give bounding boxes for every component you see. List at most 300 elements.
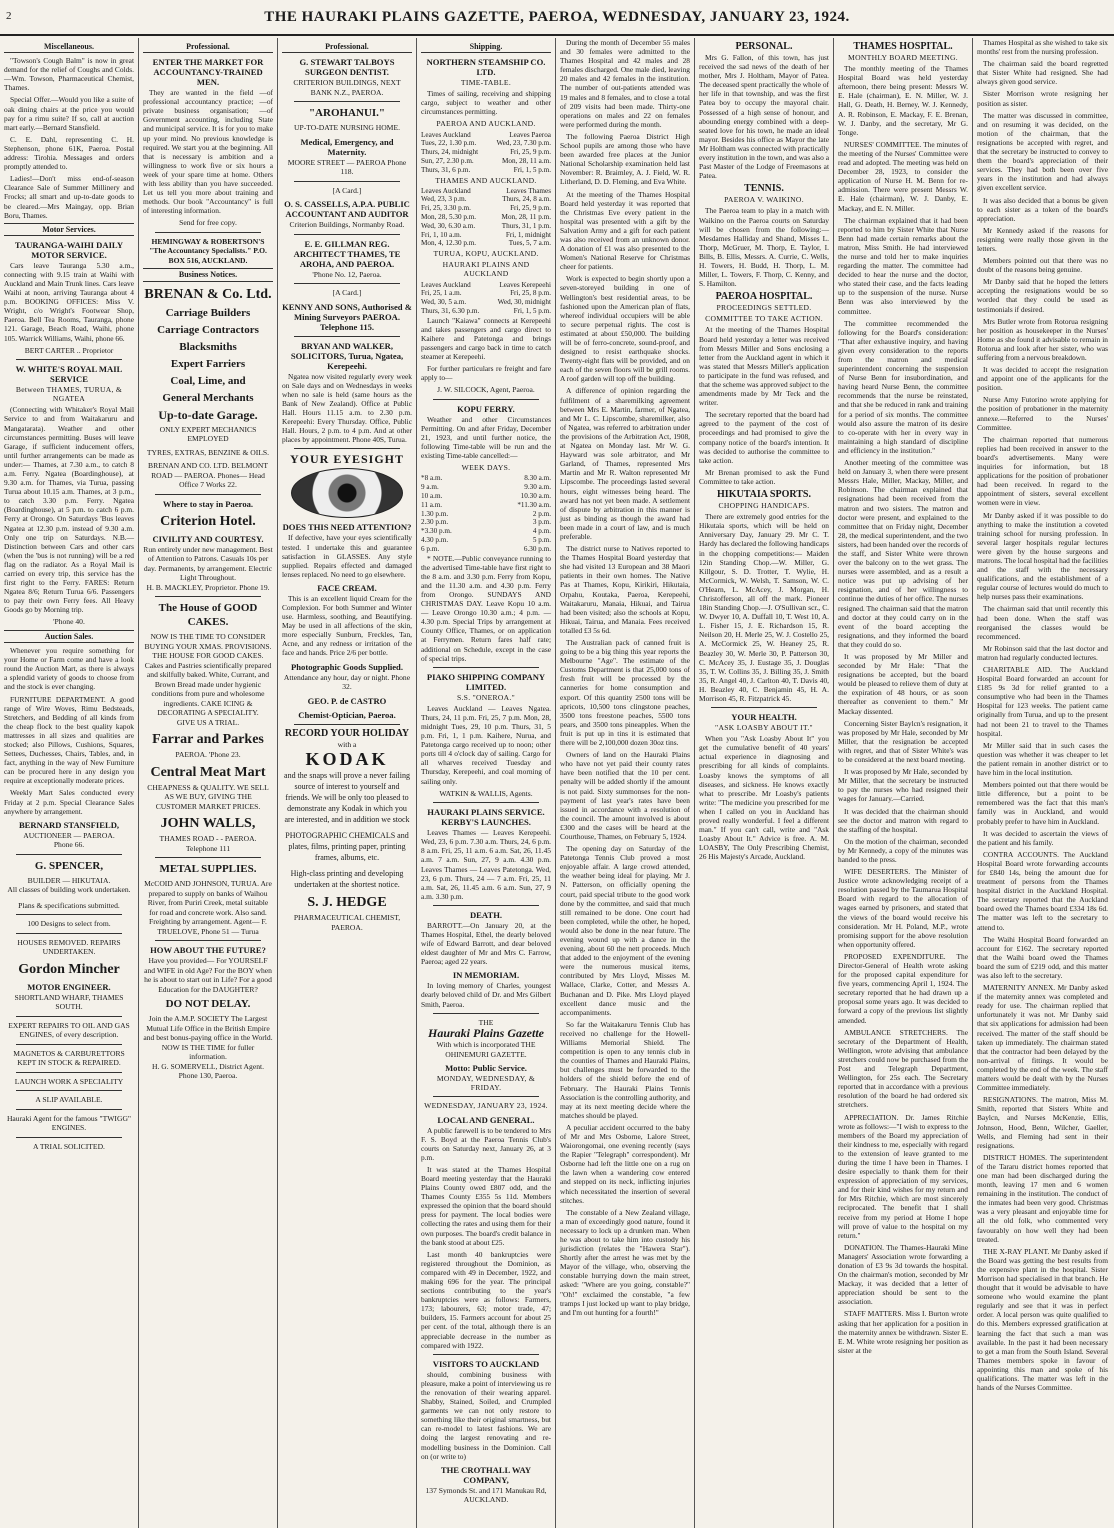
column-3 <box>278 38 417 1528</box>
criterion-text: Run entirely under new management. Best of Attention to Patrons. Casuals 10s per day. Permanents, by arrangement. Electric Light Throughout. <box>143 544 273 582</box>
news-item: MATERNITY ANNEX. Mr Danby asked if the maternity annex was completed and ready for use. The chairman replied that unfortunately it was not. Mr Danby said that six applications for admission had been received. The matter of the staff should be taken up immediately. The chairman stated that the contractor had been delayed by the non-arrival of fittings. It would be completed by the end of the week. The staff matters would be dealt with by the Nurses Committee immediately. <box>977 983 1108 1093</box>
news-item: The chairman said that until recently this had been done. When the staff was reorganised the classes would be recommenced. <box>977 604 1108 641</box>
table-cell: Wed, 23, 7.30 p.m. <box>496 139 551 148</box>
castro-sub: Chemist-Optician, Paeroa. <box>298 709 396 720</box>
table-row <box>421 536 551 545</box>
farrar-name: Farrar and Parkes <box>152 732 264 747</box>
royal-text: (Connecting with Whitaker's Royal Mail Service to and from Waitakaruru and Mangatarata). Weather and other circumstances permitting. Buses will leave Garage, if sufficient inducement offers, until further arrangements can be made as under:— Thames, at 7.30 a.m., to catch 8 a.m. Ferry. Ngatea (Boardinghouse), at 9.30 a.m. for Thames, via Turua, passing Turua about 10.15 a.m. Thames, at 3 p.m., to catch 3.30 p.m. Ferry. Ngatea (Boardinghouse), at 5 p.m. to catch 6 p.m. Ferry at Orongo. On Saturdays 'Bus leaves Ngatea at 12.30 p.m. instead of 9.30 a.m. Only one trip on Saturdays. N.B.—Distinction between Cars and other cars (when the 'bus is not running) will be a red flag on the radiator. As a Royal Mail is carried on every trip, this service has the first right to the Ferry. FARES: Return Ngatea 8/6; Return Turua 6/6. Passengers to pay their own Ferry fees. All Heavy Goods go by Morning trip. <box>4 405 134 615</box>
personal-head: PERSONAL. <box>735 41 793 52</box>
card-label: [A Card.] <box>332 288 362 298</box>
table-row <box>421 222 551 231</box>
brenan-line: General Merchants <box>162 391 254 404</box>
divider <box>433 667 539 668</box>
market-send: Send for free copy. <box>179 218 237 228</box>
table-cell: 10.30 a.m. <box>520 492 551 500</box>
garage-sub: TYRES, EXTRAS, BENZINE & OILS. <box>146 447 270 457</box>
timetable-paeroa <box>421 131 551 175</box>
thames-item: Concerning Sister Baylcn's resignation, it was proposed by Mr Hale, seconded by Mr Miller, that the resignation be accepted with regret, and that of Sister White's was to be considered at the next board meeting. <box>838 718 968 765</box>
holiday-head: RECORD YOUR HOLIDAY <box>284 727 410 739</box>
table-cell: Fri, 25, 9 p.m. <box>510 204 551 213</box>
amp-now: NOW IS THE TIME for fuller information. <box>161 1042 255 1061</box>
spencer-name: G. SPENCER, <box>34 859 104 872</box>
ferry-note: * NOTE.—Public conveyance running to the advertised Time-table have first right to the 8 a.m. and 3.30 p.m. Ferry from Kopu, and the 11.30 a.m. and 4.30 p.m. Ferry from Orongo. SUNDAYS AND CHRISTMAS DAY. Leave Kopu 10 a.m. — Leave Orongo 10.30 a.m.; 4 p.m. — 4.30 p.m. Special Trips by arrangement at County Office, Thames, or on application at Ferrymen. Return fares half rate; additional on Schedule, except in the case of special trips. <box>421 553 551 663</box>
table-cell: 10 a.m. <box>421 492 443 500</box>
hospital-item: The secretary reported that the board had agreed to the payment of the cost of proceedings and had promised to give the company notice of the board's intention. It was decided to authorise the committee to take action. <box>699 410 829 465</box>
bryan-head: BRYAN AND WALKER, SOLICITORS, Turua, Ngatea, Kerepeehi. <box>290 340 404 371</box>
table-cell: Wed, 30, midnight <box>497 298 551 307</box>
castro-name: GEO. P. de CASTRO <box>307 695 387 706</box>
metal-text: McCOID AND JOHNSON, TURUA. Are prepared to supply on banks of Waihou River, from Puriri Creek, metal suitable for road and concrete work. Also sand. Freighting by arrangement. Agent— F. TRUELOVE, Phone 51 — Turua <box>144 879 272 936</box>
timetable-head: TIME-TABLE. <box>460 78 512 88</box>
table-row <box>421 501 551 510</box>
divider <box>155 940 261 941</box>
meat-head: Central Meat Mart <box>150 764 266 780</box>
meat-text: CHEAPNESS & QUALITY. WE SELL AS WE BUY, GIVING THE CUSTOMER MARKET PRICES. <box>147 782 269 811</box>
table-row <box>421 307 551 316</box>
news-item: The matter was discussed in committee, and on resuming it was decided, on the motion of the chairman, that the resignations be accepted with regret, and that the secretary be instructed to convey to them the board's appreciation of their services. They had both been over five years in the institution and had always given excellent service. <box>977 110 1108 193</box>
table-cell: 2 p.m. <box>532 509 551 518</box>
table-cell: 1.30 p.m. <box>421 509 449 518</box>
table-row <box>421 289 551 298</box>
brenan-addr: BRENAN AND CO. LTD. BELMONT ROAD — PAEROA. Phones— Head Office 7 Works 22. <box>148 461 268 489</box>
table-row <box>421 187 551 196</box>
hospital-sub: PROCEEDINGS SETTLED. <box>716 303 812 313</box>
news-item: It was decided to ascertain the views of the patient and his family. <box>977 828 1108 847</box>
walls-sub: THAMES ROAD - - PAEROA. Telephone 111 <box>159 834 257 853</box>
table-cell: 4 p.m. <box>532 527 551 536</box>
table-cell: 6 p.m. <box>421 544 440 553</box>
news-item: CONTRA ACCOUNTS. The Auckland Hospital Board wrote forwarding accounts for £840 14s, being the amount due for treatment of persons from the Thames hospital district in the Auckland Hospital. The secretary reported that the Auckland board owed the Thames board £334 18s 6d. The matter was left to the secretary to attend to. <box>977 849 1108 932</box>
hedge-name: S. J. HEDGE <box>307 895 387 911</box>
timetable-text: Times of sailing, receiving and shipping cargo, subject to weather and other circumstances permitting. <box>421 89 551 117</box>
criterion-prop: H. B. MACKLEY, Proprietor. Phone 19. <box>146 582 270 592</box>
kopu-text: Weather and other Circumstances Permitting. On and after Friday, December 21, 1923, and until further notice, the following Time-table will be run and the existing Time-table cancelled:— <box>421 414 551 461</box>
route-head: THAMES AND AUCKLAND. <box>435 175 537 185</box>
divider <box>433 802 539 803</box>
table-cell: Mon, 28, 11 a.m. <box>501 156 551 165</box>
visitors-text: should, combining business with pleasure, make a point of interviewing us re the renovation of their wearing apparel. Shabby, Stained, Soiled, and Crumpled garments we can not only restore to something like their original smartness, but can re-model to latest fashions. We are doing the largest renovating and re-modelling business in the Dominion. Call on (or write to) <box>421 1369 551 1461</box>
local-item: A public farewell is to be tendered to Mrs F. S. Boyd at the Paeroa Tennis Club's courts on Saturday next, January 26, at 3 p.m. <box>421 1125 551 1162</box>
royal-head: W. WHITE'S ROYAL MAIL SERVICE <box>15 364 123 385</box>
death-text: BARROTT.—On January 20, at the Thames Hospital, Ethel, the dearly beloved wife of Edward Barrott, and dear beloved eldest daughter of Mr and Mrs C. Farrow, Paeroa; aged 22 years. <box>421 920 551 967</box>
divider <box>433 1013 539 1014</box>
hospital-sub2: COMMITTEE TO TAKE ACTION. <box>705 314 823 324</box>
thames-item: NURSES' COMMITTEE. The minutes of the meeting of the Nurses' Committee were read and adopted. The meeting was held on December 28, 1923, to consider the application of Nurse H. M. Benn for re-admission. There were present Messrs W. E. Hale (chairman), W. J. Danby, E. Mackay, and E. N. Miller. <box>838 139 968 213</box>
bryan-text: Ngatea now visited regularly every week on Sale days and on Wednesdays in weeks when no sale is held (same hours as the Bank of New Zealand). Office at Public Hall. Hours 11.15 a.m. to 2.30 p.m. Kerepeehi: Every Thursday. Office, Public Hall. Hours, 2 p.m. to 4 p.m. And at other places by appointment. Phone 40S, Turua. <box>282 371 412 445</box>
furniture-text: FURNITURE DEPARTMENT. A good range of Wire Woves, Rimu Bedsteads, Stretchers, and Bedding of all kinds from the cheap flock to the best quality kapok mattresses in all sizes and qualities are stocked; also Pillows, Cushions, Squares, Settees, Duchesses, Chairs, Tables, and, in fact, anything in the way of New Furniture can be procured here in any design you require at exceptionally moderate prices. <box>4 694 134 786</box>
local-item: Last month 40 bankruptcies were registered throughout the Dominion, as compared with 49 in December, 1922, and making 696 for the year. The principal sections contributing to the year's bankruptcies were as follows: Farmers, 173; labourers, 63; motor trade, 47; builders, 15. Farmers account for about 25 per cent. of the total, although there is an appreciable decrease in the number as compared with 1922. <box>421 1249 551 1350</box>
hospital-item: At the meeting of the Thames Hospital Board held yesterday a letter was received from Messrs Miller and Sons enclosing a letter from the Auckland agent in which it was stated that Messrs Miller's application to participate in the fund was refused, and that the scheme was approved subject to the amendments made by Mr Teck and the writer. <box>699 325 829 408</box>
kerby-text: Leaves Thames — Leaves Kerepeehi. Wed, 23, 6 p.m. 7.30 a.m. Thurs, 24, 6 p.m. 8 a.m. Fri, 25, 11 a.m. 6 a.m. Sat, 26, 11.45 a.m. 7 a.m. Sun, 27, 9 a.m. 4.30 p.m. Leaves Thames — Leaves Patetonga. Wed, 23, 6 p.m. Thurs, 24 — 7 a.m. Fri, 25, 11 a.m. Sat, 26, 11.45 a.m. 6 a.m. Sun, 27, 9 a.m. 3.30 p.m. <box>421 828 551 901</box>
page-number: 2 <box>6 10 12 22</box>
cakes-head: The House of GOOD CAKES. <box>158 602 258 628</box>
thames-item: It was decided that the chairman should see the doctor and matron with regard to the staffing of the hospital. <box>838 806 968 834</box>
amp-agent: H. G. SOMERVELL, District Agent. Phone 130, Paeroa. <box>151 1061 265 1080</box>
route4-text: Launch "Kaiawa" connects at Kerepeehi and takes passengers and cargo direct to Kaihere and Patetonga and brings passengers and cargo back in time to catch steamer at Kerepeehi. <box>421 315 551 362</box>
table-row <box>421 510 551 519</box>
chemicals-text: PHOTOGRAPHIC CHEMICALS and plates, films, printing paper, printing frames, albums, etc. <box>285 831 409 863</box>
divider <box>711 707 817 708</box>
table-row <box>421 195 551 204</box>
cassells-text: Criterion Buildings, Normanby Road. <box>289 220 405 230</box>
news-item: The chairman reported that numerous replies had been received in answer to the board's advertisements. Many were inquiries for information, but 18 applications for the position of probationer had been received. In regard to the appointment of sisters, several excellent women were in view. <box>977 434 1108 508</box>
table-cell: 11 a.m. <box>421 500 443 509</box>
news-item: It was also decided that a bonus be given to each sister as a token of the board's appreciation. <box>977 195 1108 223</box>
column-8 <box>973 38 1112 1528</box>
column-6 <box>695 38 834 1528</box>
trial-solicited: A TRIAL SOLICITED. <box>33 1141 105 1151</box>
table-cell: 8.30 a.m. <box>524 474 551 483</box>
masthead-title: THE HAURAKI PLAINS GAZETTE, PAEROA, WEDNESDAY, JANUARY 23, 1924. <box>264 8 850 25</box>
table-cell: 2.30 p.m. <box>421 518 449 527</box>
table-cell: *11.30 a.m. <box>517 500 551 509</box>
table-cell: Wed, 30, 6.30 a.m. <box>421 221 476 230</box>
mincher-name: Gordon Mincher <box>18 961 120 977</box>
thames-item: It was proposed by Mr Hale, seconded by Mr Miller, that the secretary be instructed to pay the nurses who had resigned their wages for January.—Carried. <box>838 767 968 804</box>
thames-item: APPRECIATION. Dr. James Ritchie wrote as follows:—"I wish to express to the members of the Board my appreciation of their kindness to me, especially with regard to the extension of leave granted to me during the time I have been in Thames. I desire especially to thank them for their expression of appreciation of my services, and for their kind wishes for my return and for Mrs Ritchie, which are most sincerely reciprocated. The benefit that I shall receive from my period at Home I hope will prove of value to the hospital on my return." <box>838 1112 968 1240</box>
news-item: Nurse Amy Futorino wrote applying for the position of probationer in the maternity annexe.—Referred to the Nurses' Committee. <box>977 395 1108 432</box>
gazette-published: MONDAY, WEDNESDAY, & FRIDAY. <box>436 1074 536 1093</box>
divider <box>16 359 122 360</box>
visitors-head: VISITORS TO AUCKLAND <box>432 1358 540 1369</box>
table-cell: Tues, 22, 1.30 p.m. <box>421 139 477 148</box>
magnetos: MAGNETOS & CARBURETTORS KEPT IN STOCK & REPAIRED. <box>13 1048 125 1068</box>
table-cell: Leaves Paeroa <box>509 130 551 139</box>
thames-head: THAMES HOSPITAL. <box>853 41 953 52</box>
table-row <box>421 298 551 307</box>
masthead <box>0 0 1114 36</box>
further-text: For further particulars re freight and fare apply to— <box>421 364 551 383</box>
table-cell: 3 p.m. <box>532 518 551 527</box>
memoriam-head: IN MEMORIAM. <box>452 970 520 981</box>
column-7 <box>834 38 973 1528</box>
news-item: During the month of December 55 males and 30 females were admitted to the Thames Hospital and 42 males and 28 females discharged. One male died, leaving 20 males and 42 females in the institution. The number of out-patients attended was 19 males and 8 females, and to close a total of 209 visits had been made. Thirty-one operations on males and 22 on females were performed during the month. <box>560 38 690 129</box>
photo-text: Attendance any hour, day or night. Phone 32. <box>283 672 411 692</box>
royal-sub: Between THAMES, TURUA, & NGATEA <box>15 385 123 404</box>
table-cell: Leaves Thames <box>506 186 551 195</box>
thames-item: The monthly meeting of the Thames Hospital Board was held yesterday afternoon, there being present: Messrs W. E. Hale (chairman), E. N. Miller, W. J. Hall, G. Death, H. Berney, W. J. Kennedy, A. R. Robinson, E. Mackay, F. E. Brenan, W. J. Danby, and the secretary, Mr G. Tonge. <box>838 64 968 137</box>
mincher-sub: MOTOR ENGINEER. <box>27 981 111 992</box>
hemingway: HEMINGWAY & ROBERTSON'S "The Accountancy Specialists." P.O. BOX 516, AUCKLAND. <box>149 236 267 265</box>
table-cell: Leaves Auckland <box>421 280 471 289</box>
news-item: THE X-RAY PLANT. Mr Danby asked if the Board was getting the best results from the expensive plant in the hospital. Sister Morrison had specialised in that branch. He thought that it would be advisable to have someone who would examine the plant regularly and see that it was in perfect order. A local person was quite qualified to do this. Members expressed gratification at learning the fact that such a man was available. In the past it had been necessary to get a man from the South Island. Several Thames members spoke in favour of appointing this man and spoke of his qualifications. The matter was left in the hands of the Nurses Committee. <box>977 1246 1108 1393</box>
divider <box>16 854 122 855</box>
gazette-incorporated: With which is incorporated THE OHINEMURI GAZETTE. <box>436 1040 536 1059</box>
notice: "Towson's Cough Balm" is now in great demand for the relief of Coughs and Colds.—Wm. Towson, Pharmaceutical Chemist, Thames. <box>4 56 134 93</box>
divider <box>294 448 400 449</box>
spencer-sub: BUILDER — HIKUTAIA. <box>27 875 111 885</box>
sons-head: KENNY AND SONS, Authorised & Mining Surveyors PAEROA. Telephone 115. <box>282 301 412 332</box>
thames-item: Another meeting of the committee was held on January 3, when there were present Messrs Hale, Miller, Mackay, Miller, and Robinson. The chairman explained that resignations had been received from the matron and two sisters. The matron and doctor were present, and explained to the committee that on Friday night, December 28, the medical superintendent, and the two sisters, had been handed over the records of the staff, and Sister White were thrown over the balcony on to the wet grass. The nurses were assembled, and as a result a notice was put up advising of her resignation, and of her willingness to continue the duties of her office. The nurses resigned. The chairman said that the matron and doctor at they could carry on in the event of the board accepting the resignations, and they informed the board that they could do so. <box>838 458 968 649</box>
gillman-head: E. E. GILLMAN REG. ARCHITECT THAMES, TE AROHA, AND PAEROA. <box>293 238 401 269</box>
table-cell: Thurs, 31, 6 p.m. <box>421 165 471 174</box>
hikutaia-head: HIKUTAIA SPORTS. <box>717 489 811 501</box>
news-item: Members pointed out that there was no doubt of the reasons being genuine. <box>977 256 1108 275</box>
weekdays-head: WEEK DAYS. <box>461 463 511 473</box>
farrar-sub: PAEROA. 'Phone 23. <box>175 750 241 759</box>
table-row <box>421 231 551 240</box>
garage-text: ONLY EXPERT MECHANICS EMPLOYED <box>159 424 257 443</box>
divider <box>16 1072 122 1073</box>
news-item: DISTRICT HOMES. The superintendent of the Tararu district homes reported that one man had been discharged during the month, leaving 17 men and 6 women remaining in the institution. The conduct of the inmates had been very good. Christmas was a very pleasant and enjoyable time for all the old folk, who commented very favourably on how well they had been treated. <box>977 1152 1108 1244</box>
table-row <box>421 131 551 140</box>
table-cell: *3.30 p.m. <box>421 527 452 536</box>
oneroa-head: S.S. "ONEROA." <box>456 692 516 702</box>
news-item: So far the Waitakaruru Tennis Club has received no challenge for the Howell-Williams Memorial Shield. The competition is open to any tennis club in the counties of Thames and Hauraki Plains, but challenges must be forwarded to the holders of the shield before the end of February. The Hauraki Plains Tennis Association is the controlling authority, and may at its next meeting decide where the matches should be played. <box>560 1019 690 1120</box>
criterion-sub: CIVILITY AND COURTESY. <box>152 533 264 544</box>
spencer-text: All classes of building work undertaken. <box>7 885 131 895</box>
route-head: HAURAKI PLAINS AND AUCKLAND <box>442 260 530 279</box>
motor-head: TAURANGA-WAIHI DAILY MOTOR SERVICE. <box>14 239 124 260</box>
table-cell: Thurs, 24, 8 a.m. <box>502 195 551 204</box>
news-item: Thames Hospital as she wished to take six months' rest from the nursing profession. <box>977 38 1109 57</box>
divider <box>433 1354 539 1355</box>
news-item: Mr Robinson said that the last doctor and matron had regularly conducted lectures. <box>977 643 1108 662</box>
eye-illustration <box>291 468 403 518</box>
divider <box>16 1016 122 1017</box>
printing-text: High-class printing and developing undertaken at the shortest notice. <box>290 869 404 890</box>
thames-item: WIFE DESERTERS. The Minister of Justice wrote acknowledging receipt of a resolution passed by the Taumarua Hospital Board with regard to the allocation of wages earned by prisoners, and stated that the views of the board would receive his consideration. Mr H. Poland, M.P., wrote promising support for the above resolution when opportunity offered. <box>838 867 968 949</box>
table-cell: Mon, 28, 11 p.m. <box>501 213 551 222</box>
news-item: The following Paeroa District High School pupils are among those who have been awarded free places at the Junior National Scholarship examination held last November: R. Braimley, A. J. Field, W. R. Litherland, D. D. Fleming, and Eva White. <box>560 131 690 187</box>
news-item: The district nurse to Natives reported to the Thames Hospital Board yesterday that she had visited 13 European and 38 Maori patients in their own homes. The Native Pas at Thames, Kopu, Kirikiri, Hikutaia, Orpahu, Koutaka, Paeroa, Kerepeehi, Waitakaruru, Manaia, Hikuai, and Tairua had been visited; also the schools at Kopu, Hikuai, Tairua, and Manaia. Fees received totalled £3 5s 6d. <box>560 544 690 635</box>
table-row <box>421 139 551 148</box>
silcock-agent: J. W. SILCOCK, Agent, Paeroa. <box>437 385 535 395</box>
cassells-head: O. S. CASSELLS, A.P.A. PUBLIC ACCOUNTANT AND AUDITOR <box>284 199 410 220</box>
table-cell: Mon, 4, 12.30 p.m. <box>421 239 477 248</box>
motor-prop: BERT CARTER .. Proprietor <box>24 345 114 355</box>
death-head: DEATH. <box>469 909 503 920</box>
hospital-item: Mr Brenan promised to ask the Fund Committee to take action. <box>699 467 829 486</box>
thames-item: The chairman explained that it had been reported to him by Sister White that Nurse Benn had made certain remarks about the matron, Miss Smith. He had interviewed the nurse and told her to make inquiries regarding the matter. The committee had decided to hear the nurse and the doctor, who stated their case, and the facts leading up to the suspension of the nurse. Nurse Benn was also interviewed by the committee. <box>838 215 968 316</box>
arohanui-head: "AROHANUI." <box>308 107 386 120</box>
eyesight-head: YOUR EYESIGHT <box>289 452 405 467</box>
future-text: Have you provided— For YOURSELF and WIFE in old Age? For the BOY when he is about to start out in Life? For a good Education for the DAUGHTER? <box>144 956 272 994</box>
divider <box>155 494 261 495</box>
brenan-line: Coal, Lime, and <box>170 374 246 387</box>
gillman-phone: 'Phone No. 12, Paeroa. <box>312 269 382 279</box>
thames-item: STAFF MATTERS. Miss I. Burton wrote asking that her application for a position in the maternity annex be withdrawn. Sister E. E. M. White wrote resigning her position as sister at the <box>838 1309 968 1355</box>
divider <box>294 101 400 102</box>
brenan-name: BRENAN & Co. Ltd. <box>144 286 272 302</box>
table-cell: Fri, 1, 10 a.m. <box>421 230 462 239</box>
auctioneer-name: BERNARD STANSFIELD, <box>18 819 120 830</box>
column-4 <box>417 38 556 1528</box>
table-cell: Sun, 27, 2.30 p.m. <box>421 156 474 165</box>
kopu-head: KOPU FERRY. <box>457 403 515 414</box>
table-cell: Fri, 1, 5 p.m. <box>513 306 551 315</box>
divider <box>16 914 122 915</box>
section-motor-services: Motor Services. <box>4 223 134 236</box>
divider <box>433 905 539 906</box>
route-head: PAEROA AND AUCKLAND. <box>436 119 536 129</box>
crothall-name: THE CROTHALL WAY COMPANY, <box>440 1464 532 1485</box>
criterion-name: Criterion Hotel. <box>160 513 256 529</box>
thames-item: AMBULANCE STRETCHERS. The secretary of the Department of Health, Wellington, wrote advising that ambulance stretchers could now be purchased from the Post and Telegraph Department, Wellington, for 25s each. The Secretary reported that in accordance with a previous resolution of the board he had ordered six stretchers. <box>838 1027 968 1110</box>
cream-head: FACE CREAM. <box>317 582 377 593</box>
news-item: Mr Kennedy asked if the reasons for resigning were really those given in the letters. <box>977 225 1108 253</box>
table-cell: 9.30 a.m. <box>524 483 551 492</box>
divider <box>16 1109 122 1110</box>
section-shipping: Shipping. <box>421 41 551 53</box>
table-cell: Tues, 5, 7 a.m. <box>508 239 551 248</box>
table-row <box>421 157 551 166</box>
health-text: When you "Ask Loasby About It" you get the cumulative benefit of 40 years' actual experience in diagnosing and prescribing for all kinds of complaints. Loasby knows the symptoms of all diseases, and sickness. He knows exactly what to prescribe. Mr Loasby's patients write: "The medicine you prescribed for me when I called on you in Auckland has proved really wonderful. I feel a different man." If you can't call, write and "Ask Loasby About It." Advice is free. A. M. LOASBY, The Only Prescribing Chemist, 26 His Majesty's Arcade, Auckland. <box>699 734 829 862</box>
newspaper-columns <box>0 38 1114 1528</box>
table-cell: *8 a.m. <box>421 474 443 483</box>
ferry-timetable <box>421 474 551 553</box>
news-item: At the meeting of the Thames Hospital Board held yesterday it was reported that the Christmas Eve every patient in the hospital was presented with a gift by the Salvation Army and a gift for each patient was also received from an unknown donor. A donation of £1 was also presented to the Women's National Reserve for Christmas cheer for patients. <box>560 189 690 272</box>
table-cell: Fri, 1, 5 p.m. <box>513 165 551 174</box>
divider <box>16 1137 122 1138</box>
thames-item: The committee recommended the following for the Board's consideration: "That after exhaustive inquiry, and having given every consideration to the reports from the matron and medical superintendent concerning the suspension of Nurse Benn for insubordination, and having heard Nurse Benn, the committee recommends that the nurse be reinstated, and that she be reduced in rank and training for a period of six months. The committee would also assure the matron of its desire to co-operate with her in every way in maintaining a high standard of discipline and efficiency in the institution." <box>838 318 968 455</box>
houses: HOUSES REMOVED. REPAIRS UNDERTAKEN. <box>17 937 121 957</box>
route-head: TURUA, KOPU, AUCKLAND. <box>433 249 539 259</box>
news-item: The constable of a New Zealand village, a man of exceedingly good nature, found it necessary to lock up a drunken man. When he was about to take him into custody his jurisdiction (relates the "Hawera Star"). Shortly after the arrest he was met by the Mayor of the village, who, observing the constable hurrying down the main street, asked: "Where are you going, constable?" "Oh!" exclaimed the constable, "a few tramps I just locked up want to play bridge, and I'm out hunting for a fourth!" <box>560 1207 690 1317</box>
stay-head: Where to stay in Paeroa. <box>162 498 254 509</box>
table-row <box>421 483 551 492</box>
thames-item: DONATION. The Thames-Hauraki Mine Managers' Association wrote forwarding a donation of £3 9s 3d towards the hospital. On the chairman's motion, seconded by Mr Mackay, it was decided that a letter of appreciation should be sent to the association. <box>838 1242 968 1307</box>
table-cell: Fri, 25, 1 a.m. <box>421 289 462 298</box>
metal-head: METAL SUPPLIES. <box>159 863 257 875</box>
news-item: CHARITABLE AID. The Auckland Hospital Board forwarded an account for £185 9s 3d for relief granted to a consumptive who had been in the Thames Hospital for 123 weeks. The patient came originally from Turua, and up to the present had not been 21 to travel to the Thames hospital. <box>977 665 1108 738</box>
eyesight-sub: DOES THIS NEED ATTENTION? <box>282 522 412 533</box>
kerby-head: HAURAKI PLAINS SERVICE. KERBY'S LAUNCHES. <box>427 807 545 828</box>
table-row <box>421 474 551 483</box>
personal-text: Mrs G. Fallon, of this town, has just received the sad news of the death of her mother, Mrs J. Holtham, Mayor of Patea. The deceased spent practically the whole of her life in that township, and was the first Patea boy to occupy the mayoral chair. Possessed of a high sense of honour, and abounding energy combined with a deep-seated love for his town, he made an ideal mayor. Besides his office as Mayor the late Mr Holtham was connected with practically every institution in the town, and was also a Past Master of the Lodge of Freemasons at Patea. <box>699 53 829 181</box>
divider <box>155 857 261 858</box>
tennis-sub: PAEROA V. WAIKINO. <box>724 195 804 205</box>
column-5 <box>556 38 695 1528</box>
table-cell: Fri, 25, 8 p.m. <box>510 289 551 298</box>
talboys-text: CRITERION BUILDINGS, NEXT BANK N.Z., PAEROA. <box>293 78 401 97</box>
amp-text: Join the A.M.P. SOCIETY The Largest Mutual Life Office in the British Empire and best bonus-paying office in the World. <box>143 1014 273 1042</box>
timetable-thames <box>421 187 551 249</box>
table-cell: Mon, 28, 5.30 p.m. <box>421 213 477 222</box>
auction-text: Whenever you require something for your Home or Farm come and have a look round the Auction Mart, as there is always a splendid variety of goods to choose from and the stock is ever changing. <box>4 646 134 692</box>
twigg-agent: Hauraki Agent for the famous "TWIGG" ENGINES. <box>6 1113 132 1133</box>
table-cell: Leaves Kerepeehi <box>499 280 551 289</box>
kodak-logo: KODAK <box>305 749 389 770</box>
hedge-sub: PHARMACEUTICAL CHEMIST, PAEROA. <box>293 913 401 932</box>
table-row <box>421 204 551 213</box>
card-label: [A Card.] <box>332 185 362 195</box>
motor-text: Cars leave Tauranga 5.30 a.m., connecting with 9.15 train at Waihi with Auckland and Main Trunk lines. Cars leave Waihi at noon, arriving Tauranga about 4 p.m. BOOKING OFFICES: Miss V. Wright, c/o Wright's Footwear Shop, Paeroa. Bell Tea Rooms, Tauranga, phone 121. Garage, Beach Road, Waihi, phone 105. Warrick Williams, Waihi, phone 66. <box>4 260 134 343</box>
divider <box>16 1044 122 1045</box>
news-item: Sister Morrison wrote resigning her position as sister. <box>977 89 1108 108</box>
section-auction-sales: Auction Sales. <box>4 630 134 643</box>
health-sub: "ASK LOASBY ABOUT IT." <box>715 723 813 733</box>
northern-head: NORTHERN STEAMSHIP CO. LTD. <box>426 57 546 78</box>
section-miscellaneous: Miscellaneous. <box>4 41 134 53</box>
table-row <box>421 492 551 501</box>
eyesight-text: If defective, have your eyes scientifically tested. I undertake this and guarantee satisfaction in GLASSES. Any style supplied. Repairs effected and damaged lenses replaced. No need to go elsewhere. <box>282 533 412 579</box>
news-item: Mrs Butler wrote from Rotorua resigning her position as housekeeper in the Nurses' Home as she found it advisable to remain in Rotorua and look after her sister, who was suffering from a nervous breakdown. <box>977 316 1108 362</box>
divider <box>16 1090 122 1091</box>
notice: C. E. Dahl, representing C. H. Stephenson, phone 61K, Paeroa. Postal address: Tirohia. Messages and orders promptly attended to. <box>4 134 134 172</box>
table-row <box>421 527 551 536</box>
arohanui-addr: MOORE STREET — PAEROA Phone 118. <box>287 157 407 177</box>
cakes-trial: GIVE US A TRIAL. <box>176 717 240 727</box>
gazette-nameplate: Hauraki Plains Gazette <box>427 1026 544 1041</box>
future-head: HOW ABOUT THE FUTURE? <box>150 945 266 955</box>
divider <box>16 933 122 934</box>
brenan-line: Carriage Contractors <box>157 323 259 336</box>
table-cell: 5 p.m. <box>532 535 551 544</box>
delay-head: DO NOT DELAY. <box>165 998 251 1010</box>
hikutaia-text: There are extremely good entries for the Hikutaia sports, which will be held on Anniversary Day, January 29. Mr C. T. Hardy has declared the following handicaps in the chopping competitions:— Maiden 12in Standing Chop.—W. Miller, G. Killgour, S. D. Trotter, T. Wylie, H. McCormick, W. Welsh, T. Samson, W. C. O'Hearn, L. McAcey, J. Morgan, H. Christofferson, all off the mark. Pioneer 18in Standing Chop.—J. O'Sullivan scr., C. W. Dwyer 10, A. Duffall 10, T. West 10, A. L. Fisher 15, J. E. Richardson 15, R. Neilson 20, H. Merle 25, W. J. Costello 25, A. McCormick 25, W. Heaney 25, R. Beazley 30, W. Merle 30, P. Patterson 30, C. McAcey 35, J. Eustage 35, J. Douglas 35, T. W. Collins 35, J. Billing 35, J. Smith 35, R. Angel 40, J. Carlton 40, T. Davis 40, H. Beazley 40, C. Benjamin 45, H. A. Morrison 45, R. Fitzpatrick 45. <box>699 512 829 703</box>
crothall-addr: 137 Symonds St. and 171 Manukau Rd, AUCKLAND. <box>425 1485 547 1505</box>
news-item: Mr Danby asked if it was possible to do anything to make the institution a coveted training school for nursing profession. In several larger hospitals regular lectures were given by the house surgeons and matrons. The local hospital had the facilities and the staff with the necessary qualifications, and the establishment of a regular course of lectures would do much to help nurses pass their examinations. <box>977 510 1109 602</box>
news-item: The Australian pack of canned fruit is going to be a big thing this year reports the Melbourne "Age". The estimate of the Customs Department is that 25,000 tons of fresh fruit will be processed by the canneries for home consumption and export. Of this quantity 2500 tons will be apricots, 10,500 tons clingstone peaches, 3500 tons freestone peaches, 5500 tons pears, and 3500 tons pineapples. When the fruit is put up in tins it is estimated that there will be 2,100,000 dozen 30oz tins. <box>560 638 690 748</box>
divider <box>294 181 400 182</box>
market-head: ENTER THE MARKET FOR ACCOUNTANCY-TRAINED MEN. <box>152 57 264 88</box>
table-cell: 9 a.m. <box>421 483 439 492</box>
table-cell: Fri, 1, midnight <box>505 230 551 239</box>
hikutaia-sub: CHOPPING HANDICAPS. <box>718 501 810 511</box>
notice: Special Offer.—Would you like a suite of oak dining chairs at the price you would pay for a rimu suite? If so, call at auction mart early.—Bernard Stansfield. <box>4 95 134 132</box>
news-item: A peculiar accident occurred to the baby of Mr and Mrs Osborne, Lalore Street, Waiorongomai, one evening recently (says the Rapier "Telegraph" correspondent). Mr Osborne had left the little one on a rug on the lawn when a wandering cow entered and stepped on its neck, inflicting injuries which necessitated the insertion of several stitches. <box>560 1122 690 1205</box>
table-cell: Thurs, 31, 6.30 p.m. <box>421 306 480 315</box>
news-item: Mr Miller said that in such cases the question was whether it was cheaper to let the patient remain in another district or to have him in the local institution. <box>977 740 1108 778</box>
divider <box>294 283 400 284</box>
designs: 100 Designs to select from. <box>27 919 111 929</box>
local-head: LOCAL AND GENERAL. <box>437 1114 535 1125</box>
with-a: with a <box>337 739 357 749</box>
section-business-notices: Business Notices. <box>143 268 273 281</box>
photo-head: Photographic Goods Supplied. <box>291 661 403 672</box>
timetable-hauraki <box>421 281 551 316</box>
news-item: Work is expected to begin shortly upon a seven-storeyed building in one of Wellington's best residential areas, to be fashioned upon the American plan of flats, whereof individual occupiers will be able to secure perpetual rights. The cost is estimated at about £50,000. The building will be of ferro-concrete, sound-proof, and designed to resist earthquake shocks. Twenty-eight flats will be provided, and on each of the seven floors will be grill rooms. A roof garden will top off the building. <box>560 274 690 384</box>
news-item: It was decided to accept the resignation and appoint one of the applicants for the position. <box>977 365 1108 393</box>
table-row <box>421 545 551 554</box>
garage-head: Up-to-date Garage. <box>158 407 258 422</box>
auctioneer-phone: Phone 66. <box>53 840 85 850</box>
news-item: Owners of land on the Hauraki Plains who have not yet paid their county rates have been notified that the 10 per cent. penalty will be added shortly if the amount is not paid. Sixty summonses for the non-payment of last year's rates have been issued in accordance with a resolution of the council. The amount involved is about £300 and the cases will be heard at the Courthouse, Thames, on February 5, 1924. <box>560 750 690 841</box>
brenan-line: Blacksmiths <box>179 340 237 353</box>
local-item: It was stated at the Thames Hospital Board meeting yesterday that the Hauraki Plains County owed £807 odd, and the Thames County £355 5s 11d. Members expressed the opinion that the board should press for payment. The local bodies were collecting the rates and using them for their own purposes. The board's credit balance in the bank stood at about £25. <box>421 1164 551 1247</box>
thames-item: PROPOSED EXPENDITURE. The Director-General of Health wrote asking for the proposed capital expenditure for five years, commencing April 1, 1924. The secretary reported that he had drawn up a proposal some years ago. It was decided to forward a copy of the previous list slightly amended. <box>838 951 968 1025</box>
tennis-head: TENNIS. <box>744 183 784 195</box>
table-cell: Fri, 25, 9 p.m. <box>510 148 551 157</box>
piako-head: PIAKO SHIPPING COMPANY LIMITED. <box>426 671 546 692</box>
piako-text: Leaves Auckland — Leaves Ngatea. Thurs, 24, 11 p.m. Fri, 25, 7 p.m. Mon, 28, midnight Tues, 29, 10 p.m. Thurs, 31, 5 p.m. Fri, 1, 1 p.m. Kaihere, Nurua, and Patetonga cargo received up to noon; other ports till 4 o'clock day of sailing. Cargo for all wharves received Tuesday and Thursday, Kerepeehi, and coal morning of sailing only. <box>421 703 551 786</box>
hospital-head: PAEROA HOSPITAL. <box>715 291 813 303</box>
cakes-text: NOW IS THE TIME TO CONSIDER BUYING YOUR XMAS. PROVISIONS. THE HOUSE FOR GOOD CAKES. Cakes and Pastries scientifically prepared and skilfully baked. White, Currant, and Brown Bread made under hygienic conditions from pure and wholesome ingredients. CAKE ICING & DECORATING A SPECIALITY. <box>144 632 272 717</box>
table-cell: Wed, 23, 3 p.m. <box>421 195 467 204</box>
divider <box>294 234 400 235</box>
news-item: The Waihi Hospital Board forwarded an account for £162. The secretary reported that the Waihi board owed the Thames board the sum of £219 odd, and this matter was also left to the secretary. <box>977 934 1108 980</box>
table-cell: Leaves Auckland <box>421 130 471 139</box>
table-row <box>421 239 551 248</box>
health-head: YOUR HEALTH. <box>731 712 797 723</box>
brenan-line: Carriage Builders <box>165 306 251 319</box>
news-item: RESIGNATIONS. The matron, Miss M. Smith, reported that Sisters White and Baylcn, and Nurses McKenzie, Ellis, Johnson, Hood, Benn, Wilcher, Gaeller, Wells, and Fleming had sent in their resignations. <box>977 1095 1108 1150</box>
royal-phone: 'Phone 40. <box>53 617 85 627</box>
the-label: THE <box>478 1017 494 1027</box>
table-cell: Leaves Auckland <box>421 186 471 195</box>
table-row <box>421 518 551 527</box>
gazette-date: WEDNESDAY, JANUARY 23, 1924. <box>424 1101 548 1111</box>
talboys-head: G. STEWART TALBOYS SURGEON DENTIST. <box>299 57 395 78</box>
news-item: Mr Danby said that he hoped the letters accepting the resignations would be so worded that they could be used as testimonials if desired. <box>977 277 1108 314</box>
market-text: They are wanted in the field —of professional accountancy practice; —of private business organisation; —of Government accounting, including State and municipal service. It is for you to make up your mind. No previous knowledge is required. We start you at the beginning. All that is necessary is ambition and a willingness to work five or six hours a week of your spare time at home. Others with less ability than you have succeeded. Let us tell you more about training and methods. Our book "Accountancy" is full of interesting information. <box>143 88 273 216</box>
news-item: The chairman said the board regretted that Sister White had resigned. She had always given good service. <box>977 59 1108 87</box>
auctioneer-sub: AUCTIONEER — PAEROA. <box>23 830 115 840</box>
divider <box>294 336 400 337</box>
table-cell: 6.30 p.m. <box>523 544 551 553</box>
table-cell: Fri, 25, 3.30 p.m. <box>421 204 471 213</box>
